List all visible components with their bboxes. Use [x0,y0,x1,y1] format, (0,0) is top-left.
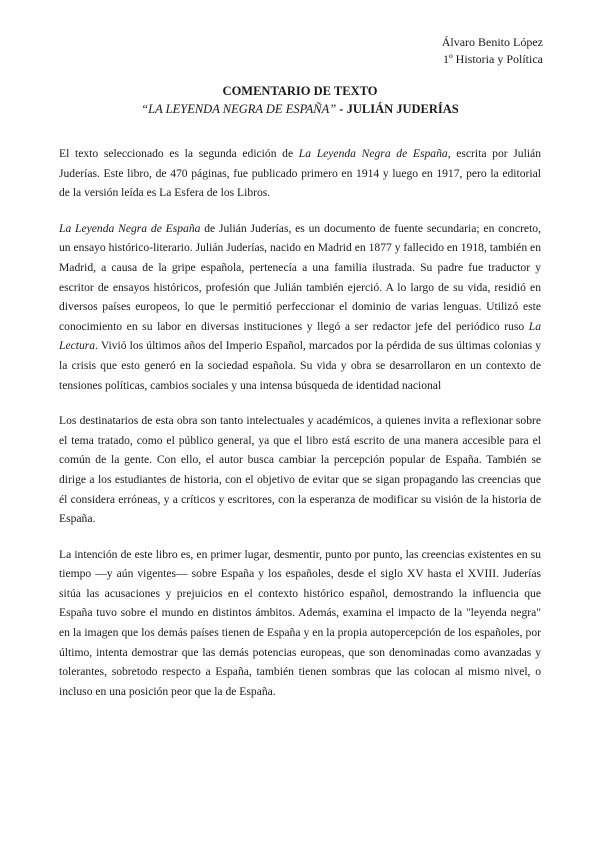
paragraph-intention: La intención de este libro es, en primer lugar, desmentir, punto por punto, las creencias existentes en su tiempo —y aún vigentes— sobre España y los españoles, desde el siglo XV hasta el XVIII. Juderías sitúa las acusaciones y prejuicios en el contexto histórico español, demostrando la influencia que España tuvo sobre el mundo en distintos ámbitos. Además, examina el impacto de la "leyenda negra" en la imagen que los demás países tienen de España y en la propia autopercepción de los españoles, por último, intenta demostrar que las demás potencias europeas, que son denominadas como avanzadas y tolerantes, sobretodo respecto a España, también tienen sombras que las colocan al mismo nivel, o incluso en una posición peor que la de España. [59,547,541,698]
author-name: Álvaro Benito López [441,35,543,49]
document-body [59,144,541,717]
book-title: La Leyenda Negra de España [298,147,448,160]
author-block [442,34,543,68]
document-title: COMENTARIO DE TEXTO [222,84,378,98]
paragraph-intro [59,144,541,203]
work-title: “LA LEYENDA NEGRA DE ESPAÑA” [141,102,337,116]
document-subtitle [0,100,600,118]
paragraph-text: El texto seleccionado es la segunda edición de [59,147,299,160]
newspaper-title: La Lectura [59,319,541,353]
course-name: 1º Historia y Política [442,52,543,66]
paragraph-audience: Los destinatarios de esta obra son tanto intelectuales y académicos, a quienes invita a reflexionar sobre el tema tratado, como el público general, ya que el libro está escrito de una manera accesible para el común de la gente. Con ello, el autor busca cambiar la percepción popular de España. También se dirige a los estudiantes de historia, con el objetivo de evitar que se sigan propagando las creencias que él considera erróneas, y a críticos y escritores, con la esperanza de modificar su visión de la historia de España. [59,414,541,526]
paragraph-text: , escrita por Julián Juderías. Este libro, de 470 páginas, fue publicado primero en 1914 y luego en 1917, pero la editorial de la versión leída es La Esfera de los Libros. [59,147,541,200]
book-title: La Leyenda Negra de España [59,221,201,235]
title-separator: - [336,102,347,116]
title-block [0,82,600,118]
paragraph-text: de Julián Juderías, es un documento de fuente secundaria; en concreto, un ensayo histórico-literario. Julián Juderías, nacido en Madrid en 1877 y fallecido en 1918, también en Madrid, a causa de la gripe española, pertenecía a una familia ilustrada. Su padre fue traductor y escritor de ensayos históricos, profesión que Julián también ejerció. A lo largo de su vida, residió en diversos países europeos, lo que le permitió perfeccionar el dominio de varias lenguas. Utilizó este conocimiento en su labor en diversas instituciones y llegó a ser redactor jefe del periódico ruso [59,221,541,333]
paragraph-text: . Vivió los últimos años del Imperio Español, marcados por la pérdida de sus últimas colonias y la crisis que esto generó en la sociedad española. Su vida y obra se desarrollaron en un contexto de tensiones políticas, cambios sociales y una intensa búsqueda de identidad nacional [59,339,541,392]
work-author: JULIÁN JUDERÍAS [346,102,459,116]
paragraph-author [59,219,541,395]
